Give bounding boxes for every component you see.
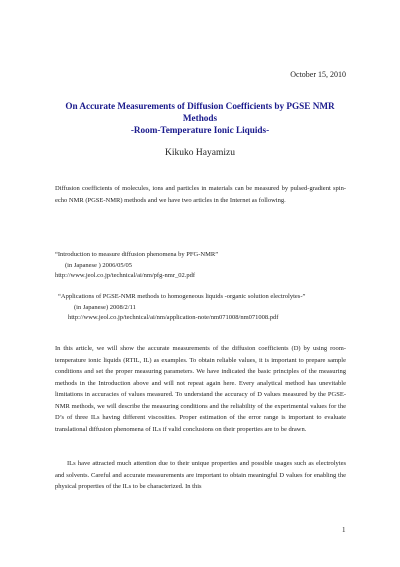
document-date: October 15, 2010 [290,70,346,79]
reference-2-title: “Applications of PGSE-NMR methods to homogeneous liquids -organic solution electrolytes-” [58,293,306,300]
reference-2-meta: (in Japanese) 2008/2/11 [74,303,136,311]
reference-1-meta: (in Japanese ) 2006/05/05 [65,261,132,269]
reference-2-url[interactable]: http://www.jeol.co.jp/technical/ai/nm/application-note/nm071008/nm071008.pdf [68,314,279,321]
intro-paragraph: Diffusion coefficients of molecules, ions and particles in materials can be measured by pulsed-gradient spin-echo NMR (PGSE-NMR) methods and we have two articles in the Internet as following. [55,185,346,204]
reference-1-url[interactable]: http://www.jeol.co.jp/technical/ai/nm/pfg-nmr_02.pdf [55,272,196,279]
author-name: Kikuko Hayamizu [165,148,235,158]
reference-1-title: “Introduction to measure diffusion phenomena by PFG-NMR” [55,251,219,258]
body-paragraph-2: ILs have attracted much attention due to their unique properties and possible usages such as electrolytes and solvents. Careful and accurate measurements are important to obtain meaningful D values for enabling the physical properties of the ILs to be characterized. In this [55,460,346,490]
title-line-2: Methods [182,113,218,123]
document-title [40,100,360,136]
body-paragraph-1: In this article, we will show the accurate measurements of the diffusion coefficients (D) by using room-temperature ionic liquids (RTIL, IL) as examples. To obtain reliable values, it is important to prepare sample conditions and set the proper measuring parameters. We have indicated the basic principles of the measuring methods in the Introduction above and will not repeat again here. Every analytical method has unevitable limitations in accuracies of values measured. To understand the accuracy of D values measured by the PGSE-NMR methods, we will describe the measuring conditions and the reliability of the experimental values for the D’s of three ILs having different viscosities. Proper estimation of the error range is important to evaluate translational diffusion phenomena of ILs if valid conclusions on their properties are to be drawn. [55,345,346,433]
reference-2 [58,292,305,324]
title-line-1: On Accurate Measurements of Diffusion Coefficients by PGSE NMR [65,101,335,111]
title-subtitle: -Room-Temperature Ionic Liquids- [130,125,270,135]
reference-1 [55,250,218,282]
page-number: 1 [342,526,346,534]
